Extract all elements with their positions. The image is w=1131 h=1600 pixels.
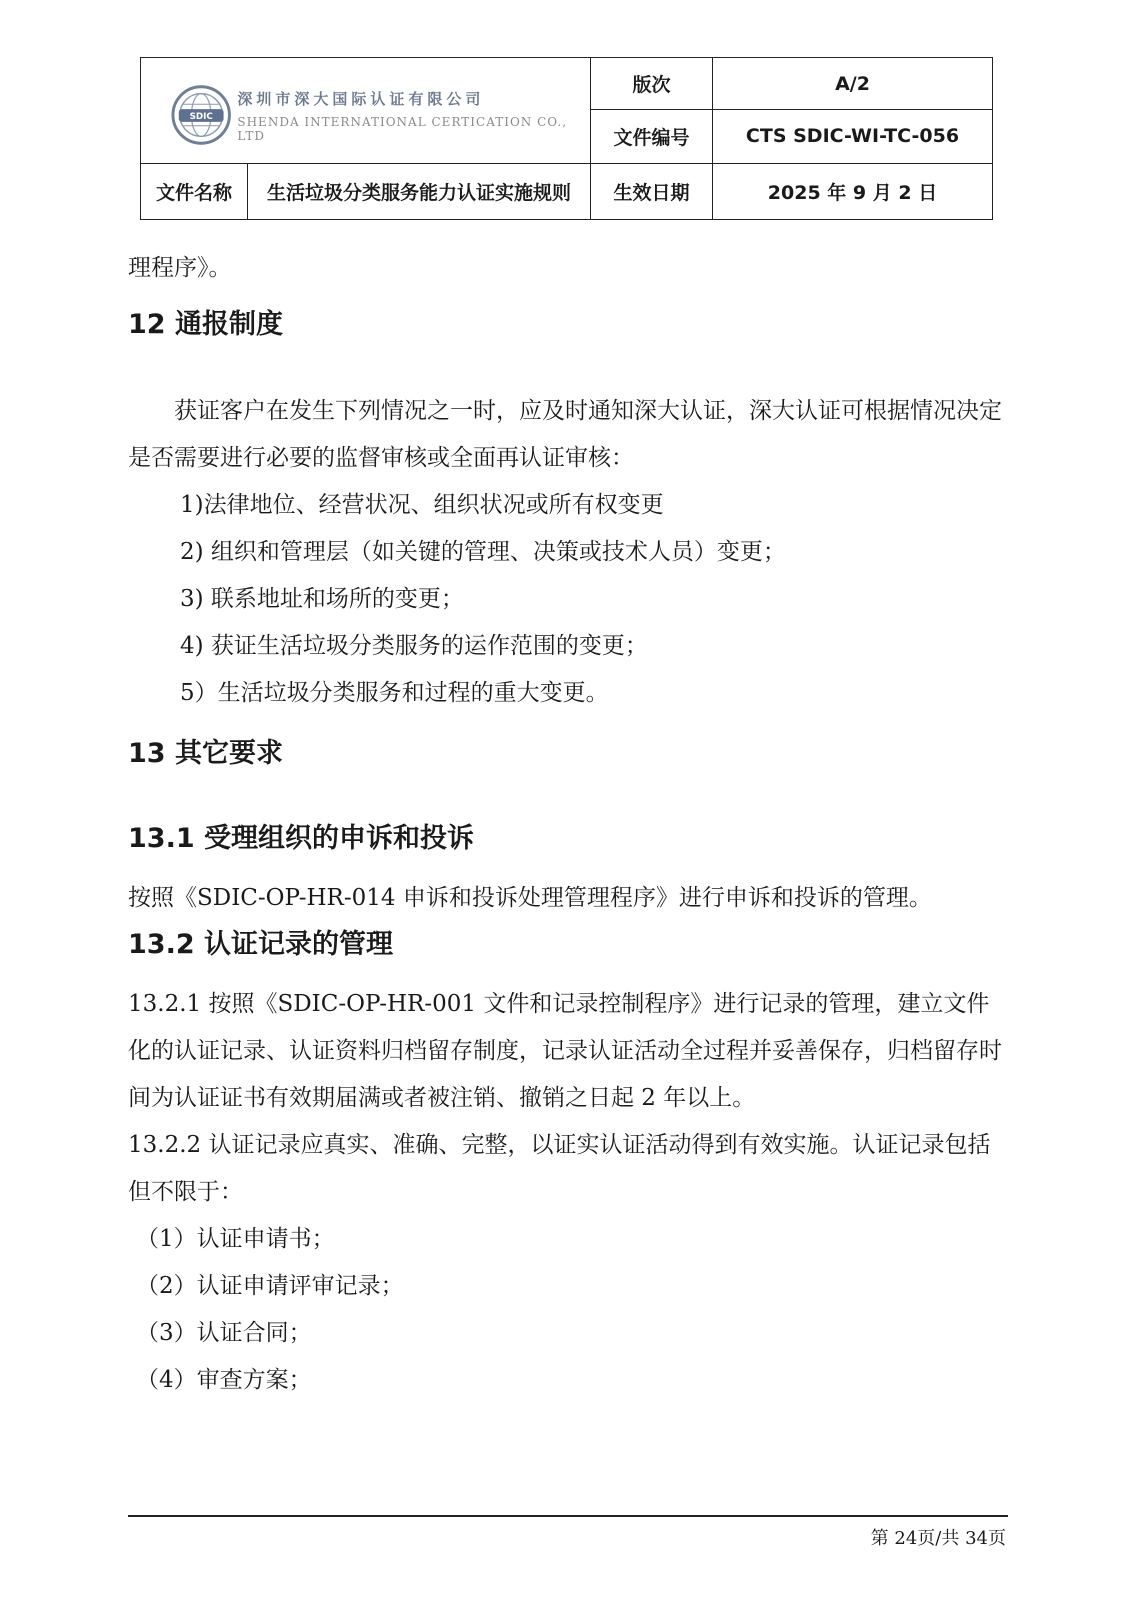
section-13-2-2-paragraph: 13.2.2 认证记录应真实、准确、完整，以证实认证活动得到有效实施。认证记录包括但不限于： xyxy=(128,1132,991,1205)
section-12-paragraph: 获证客户在发生下列情况之一时，应及时通知深大认证，深大认证可根据情况决定是否需要进行必要的监督审核或全面再认证审核： xyxy=(128,398,1002,471)
company-logo-icon xyxy=(171,84,231,146)
doc-name-value: 生活垃圾分类服务能力认证实施规则 xyxy=(248,163,591,219)
list-item: 3) 联系地址和场所的变更； xyxy=(180,586,464,612)
section-13-2-1-paragraph: 13.2.1 按照《SDIC-OP-HR-001 文件和记录控制程序》进行记录的管理，建立文件化的认证记录、认证资料归档留存制度，记录认证活动全过程并妥善保存，归档留存时间为认证证书有效期届满或者被注销、撤销之日起 2 年以上。 xyxy=(128,991,1002,1111)
effective-date-value: 2025 年 9 月 2 日 xyxy=(713,163,993,219)
list-item: 1)法律地位、经营状况、组织状况或所有权变更 xyxy=(180,492,664,518)
doc-number-label: 文件编号 xyxy=(591,110,713,163)
document-body xyxy=(128,245,1008,1404)
svg-text:SDIC: SDIC xyxy=(189,111,213,122)
list-item: 2) 组织和管理层（如关键的管理、决策或技术人员）变更； xyxy=(180,539,786,565)
section-13-heading: 13 其它要求 xyxy=(128,738,283,769)
list-item: （3）认证合同； xyxy=(136,1320,312,1346)
page-number: 第 24页/共 34页 xyxy=(870,1528,1006,1549)
list-item: 4) 获证生活垃圾分类服务的运作范围的变更； xyxy=(180,633,648,659)
doc-number-value: CTS SDIC-WI-TC-056 xyxy=(713,110,993,163)
version-value: A/2 xyxy=(713,58,993,110)
list-item: （4）审查方案； xyxy=(136,1367,312,1393)
company-logo-cell xyxy=(141,58,591,164)
document-header-table xyxy=(140,57,993,220)
footer-divider xyxy=(128,1515,1008,1517)
section-13-1-paragraph: 按照《SDIC-OP-HR-014 申诉和投诉处理管理程序》进行申诉和投诉的管理。 xyxy=(128,885,932,911)
effective-date-label: 生效日期 xyxy=(591,163,713,219)
section-12-heading: 12 通报制度 xyxy=(128,309,283,340)
section-13-2-heading: 13.2 认证记录的管理 xyxy=(128,929,394,960)
section-13-1-heading: 13.1 受理组织的申诉和投诉 xyxy=(128,823,475,854)
list-item: （2）认证申请评审记录； xyxy=(136,1273,404,1299)
company-name-en: SHENDA INTERNATIONAL CERTICATION CO., LTD xyxy=(237,114,568,143)
continuation-text: 理程序》。 xyxy=(128,255,232,281)
doc-name-label: 文件名称 xyxy=(141,163,248,219)
version-label: 版次 xyxy=(591,58,713,110)
company-name-cn: 深圳市深大国际认证有限公司 xyxy=(237,89,485,108)
list-item: （1）认证申请书； xyxy=(136,1226,335,1252)
list-item: 5）生活垃圾分类服务和过程的重大变更。 xyxy=(180,680,609,706)
